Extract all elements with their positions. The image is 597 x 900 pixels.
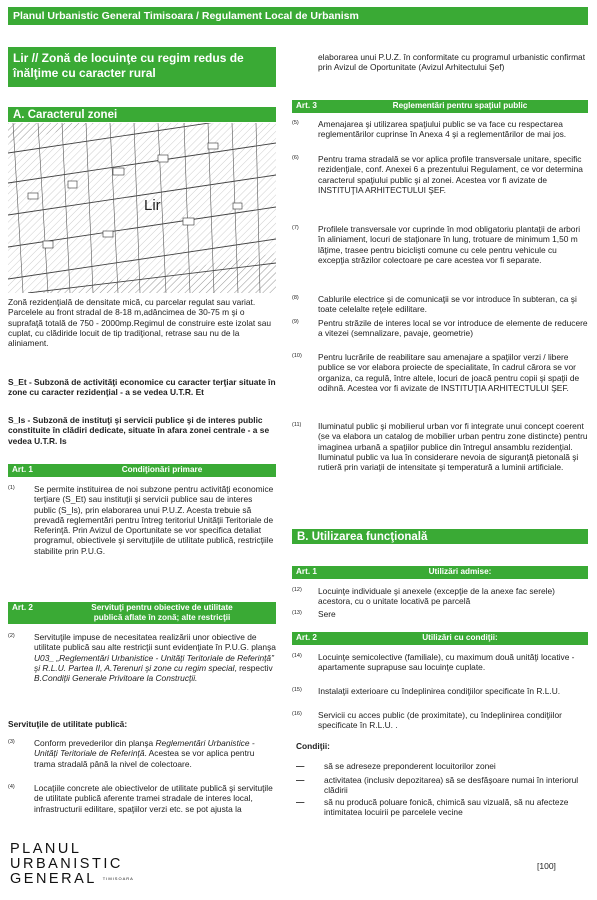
text-segment: Conform prevederilor din planşa <box>34 738 156 748</box>
b-art2-title: Utilizări cu condiţii: <box>422 633 498 642</box>
text-segment: , respectiv <box>234 662 273 673</box>
item-number: (11) <box>292 422 302 428</box>
list-item <box>292 294 588 315</box>
condition-item <box>296 775 588 796</box>
art3-title: Reglementări pentru spaţiul public <box>392 101 528 110</box>
text-segment-italic: Reglementări Urbanistice - Unităţi Teritoriale de Referinţă <box>34 738 255 759</box>
logo-line: PLANUL <box>10 841 82 857</box>
list-item <box>292 609 588 619</box>
cadastral-map-image <box>8 123 276 293</box>
art1-title: Condiţionări primare <box>121 465 203 474</box>
item-text: Iluminatul public şi mobilierul urban vor fi integrate unui concept coerent (se va elabora un catalog de mobilier urban pentru zone distincte) pentru imaginea urbană a spaţiilor publice din întregul ansamblu rezidenţial. Iluminatul public va lua în considerare nevoia de siguranţă pietonală şi rutieră prin variaţii de intensitate şi temperatură a luminii artificiale. <box>318 421 588 472</box>
list-item <box>8 738 276 769</box>
conditions-heading: Condiţii: <box>296 741 330 751</box>
dash-marker: — <box>296 775 305 785</box>
list-item <box>8 783 276 814</box>
b-art1-header <box>292 566 588 579</box>
list-item <box>292 318 588 339</box>
list-item <box>292 421 588 472</box>
dash-marker: — <box>296 797 305 807</box>
art1-header <box>8 464 276 477</box>
art2-title-line2: publică aflate în zonă; alte restricţii <box>93 613 231 622</box>
item-text: Profilele transversale vor cuprinde în mod obligatoriu plantaţii de arbori în aliniament, locuri de staţionare în lung, trotuare de minimum 1,50 m lăţime, trasee pentru biciclişti comune cu cele pentru vehicule cu excepţia străzilor colectoare pe care acestea vor fi separate. <box>318 224 581 265</box>
art2-number: Art. 2 <box>12 603 33 612</box>
art2-title-line1: Servituţi pentru obiective de utilitate <box>91 603 233 612</box>
item-text <box>34 738 276 769</box>
logo-line: GENERAL <box>10 870 97 887</box>
text-segment-italic: U03_ „Reglementări Urbanistice - Unităţi Teritoriale de Referinţă” şi R.L.U. Partea II, A.Terenuri şi zone cu regim special <box>34 652 274 673</box>
b-art2-number: Art. 2 <box>296 633 317 642</box>
art3-header <box>292 100 588 113</box>
item-number: (7) <box>292 225 299 231</box>
item-number: (14) <box>292 653 302 659</box>
list-item <box>292 710 588 731</box>
item-number: (5) <box>292 120 299 126</box>
item-number: (3) <box>8 739 15 745</box>
text-segment: . Acestea se vor aplica pentru trama stradală până la nivel de colectoare. <box>34 748 255 769</box>
item-text: Servicii cu acces public (de proximitate), cu îndeplinirea condiţiilor specificate în R.L.U. . <box>318 710 562 731</box>
item-number: (16) <box>292 711 302 717</box>
subzone-is-text: S_Is - Subzonă de instituţi şi servicii publice şi de interes public constituite în clădiri dedicate, situate în afara zonei centrale - a se vedea U.T.R. Is <box>8 415 270 446</box>
list-item <box>292 586 588 607</box>
item-number: (9) <box>292 319 299 325</box>
item-number: (4) <box>8 784 15 790</box>
item-text: activitatea (inclusiv depozitarea) să se desfăşoare numai în interiorul clădirii <box>324 775 579 796</box>
item-text: Pentru trama stradală se vor aplica profile transversale unitare, specific rezidenţiale, conf. Anexei 6 a prezentului Regulament, ce vor determina caracterul spaţiului public şi al zonei. Acestea vor fi avizate de INSTITUŢIA ARHITECTULUI ŞEF. <box>318 154 583 195</box>
zone-map <box>8 123 276 293</box>
b-art1-number: Art. 1 <box>296 567 317 576</box>
section-b-heading: B. Utilizarea funcţională <box>292 529 588 544</box>
list-item <box>292 352 588 393</box>
b-art1-title: Utilizări admise: <box>428 567 492 576</box>
list-item <box>8 484 276 556</box>
list-item <box>292 119 588 140</box>
b-art2-header <box>292 632 588 645</box>
art1-number: Art. 1 <box>12 465 33 474</box>
dash-marker: — <box>296 761 305 771</box>
item-text: Se permite instituirea de noi subzone pentru activităţi economice terţiare (S_Et) sau instituţii şi servicii publice sau de interes public (S_Is), prin elaborarea unui P.U.Z. Acesta trebuie să prevadă reglementări pentru întreg teritoriul Unităţii Teritoriale de Referinţă. Prin Avizul de Oportunitate se vor specifica detaliat programul, obiectivele şi servituţiile de utilitate publică, restricţiile stabilite prin P.U.G. <box>34 484 274 556</box>
list-item <box>292 652 588 673</box>
item-number: (10) <box>292 353 302 359</box>
item-text: Locuinţe individuale şi anexele (excepţie de la anexe fac serele) acestora, cu o unitate locativă pe parcelă <box>318 586 555 607</box>
logo-line: URBANISTIC <box>10 855 123 872</box>
item-number: (13) <box>292 610 302 616</box>
item-text: Sere <box>318 609 336 619</box>
subzone-et-text: S_Et - Subzonă de activităţi economice cu caracter terţiar situate în zone cu caracter rezidenţial - a se vedea U.T.R. Et <box>8 377 276 398</box>
servitutes-heading: Servituţile de utilitate publică: <box>8 719 128 729</box>
document-header <box>8 7 588 25</box>
continued-paragraph: elaborarea unui P.U.Z. în conformitate cu programul urbanistic confirmat prin Avizul de Oportunitate (Avizul Arhitectului Şef) <box>318 52 586 73</box>
zone-intro-paragraph: Zonă rezidenţială de densitate mică, cu parcelar regulat sau variat. Parcelele au front stradal de 8-18 m,adâncimea de 30-75 m şi o suprafaţă totală de 750 - 2000mp.Regimul de construire este izolat sau cuplat, cu clădiride locuit de tip tradiţional, retrase sau nu de la aliniament. <box>8 297 272 348</box>
item-text: să se adreseze preponderent locuitorilor zonei <box>324 761 496 771</box>
condition-item <box>296 797 588 818</box>
item-number: (8) <box>292 295 299 301</box>
pug-logo <box>10 842 134 886</box>
item-text: Locaţiile concrete ale obiectivelor de utilitate publică şi servituţile de utilitate publică aferente tramei stradale de interes local, infrastructurii edilitare, spaţiilor verzi etc. se pot ajusta la <box>34 783 273 814</box>
item-text: să nu producă poluare fonică, chimică sau vizuală, să nu afecteze intimitatea locuirii pe parcelele vecine <box>324 797 569 818</box>
item-text: Pentru lucrările de reabilitare sau amenajare a spaţiilor verzi / libere publice se vor elabora proiecte de specialitate, în cadrul cărora se vor organiza, ca regulă, între altele, locuri de joacă pentru copii şi spaţii de odihnă. Acestea vor fi avizate de INSTITUŢIA ARHITECTULUI ŞEF. <box>318 352 580 393</box>
header-title: Planul Urbanistic General Timisoara / Regulament Local de Urbanism <box>13 10 359 22</box>
item-text: Instalaţii exterioare cu îndeplinirea condiţiilor specificate în R.L.U. <box>318 686 561 696</box>
art3-number: Art. 3 <box>296 101 317 110</box>
item-number: (15) <box>292 687 302 693</box>
list-item <box>292 686 588 696</box>
item-text: Cablurile electrice şi de comunicaţii se vor introduce în subteran, ca şi toate celelalte reţele edilitare. <box>318 294 577 315</box>
item-text: Amenajarea şi utilizarea spaţiului public se va face cu respectarea reglementărilor cuprinse în Anexa 4 şi a reglementărilor de mai jos. <box>318 119 567 140</box>
item-text <box>34 632 276 683</box>
text-segment-italic: B.Condiţii Generale Privitoare la Construcţii. <box>34 673 198 683</box>
logo-subtitle: TIMISOARA <box>102 875 134 881</box>
list-item <box>292 224 588 265</box>
page-number: [100] <box>537 861 556 871</box>
item-number: (12) <box>292 587 302 593</box>
text-segment: Servituţile impuse de necesitatea realizării unor obiective de utilitate publică sau alte restricţii sunt evidenţiate în P.U.G. planşa <box>34 632 276 653</box>
item-text: Locuinţe semicolective (familiale), cu maximum două unităţi locative - apartamente suprapuse sau locuinţe cuplate. <box>318 652 575 673</box>
map-zone-label: Lir <box>144 197 161 214</box>
list-item <box>8 632 276 683</box>
section-a-heading: A. Caracterul zonei <box>8 107 276 122</box>
item-number: (6) <box>292 155 299 161</box>
condition-item <box>296 761 588 771</box>
item-number: (2) <box>8 633 15 639</box>
zone-title: Lir // Zonă de locuinţe cu regim redus de înălţime cu caracter rural <box>8 47 276 87</box>
list-item <box>292 154 588 195</box>
art2-header <box>8 602 276 624</box>
item-text: Pentru străzile de interes local se vor introduce de elemente de reducere a vitezei (semnalizare, pavaje, geometrie) <box>318 318 588 339</box>
item-number: (1) <box>8 485 15 491</box>
